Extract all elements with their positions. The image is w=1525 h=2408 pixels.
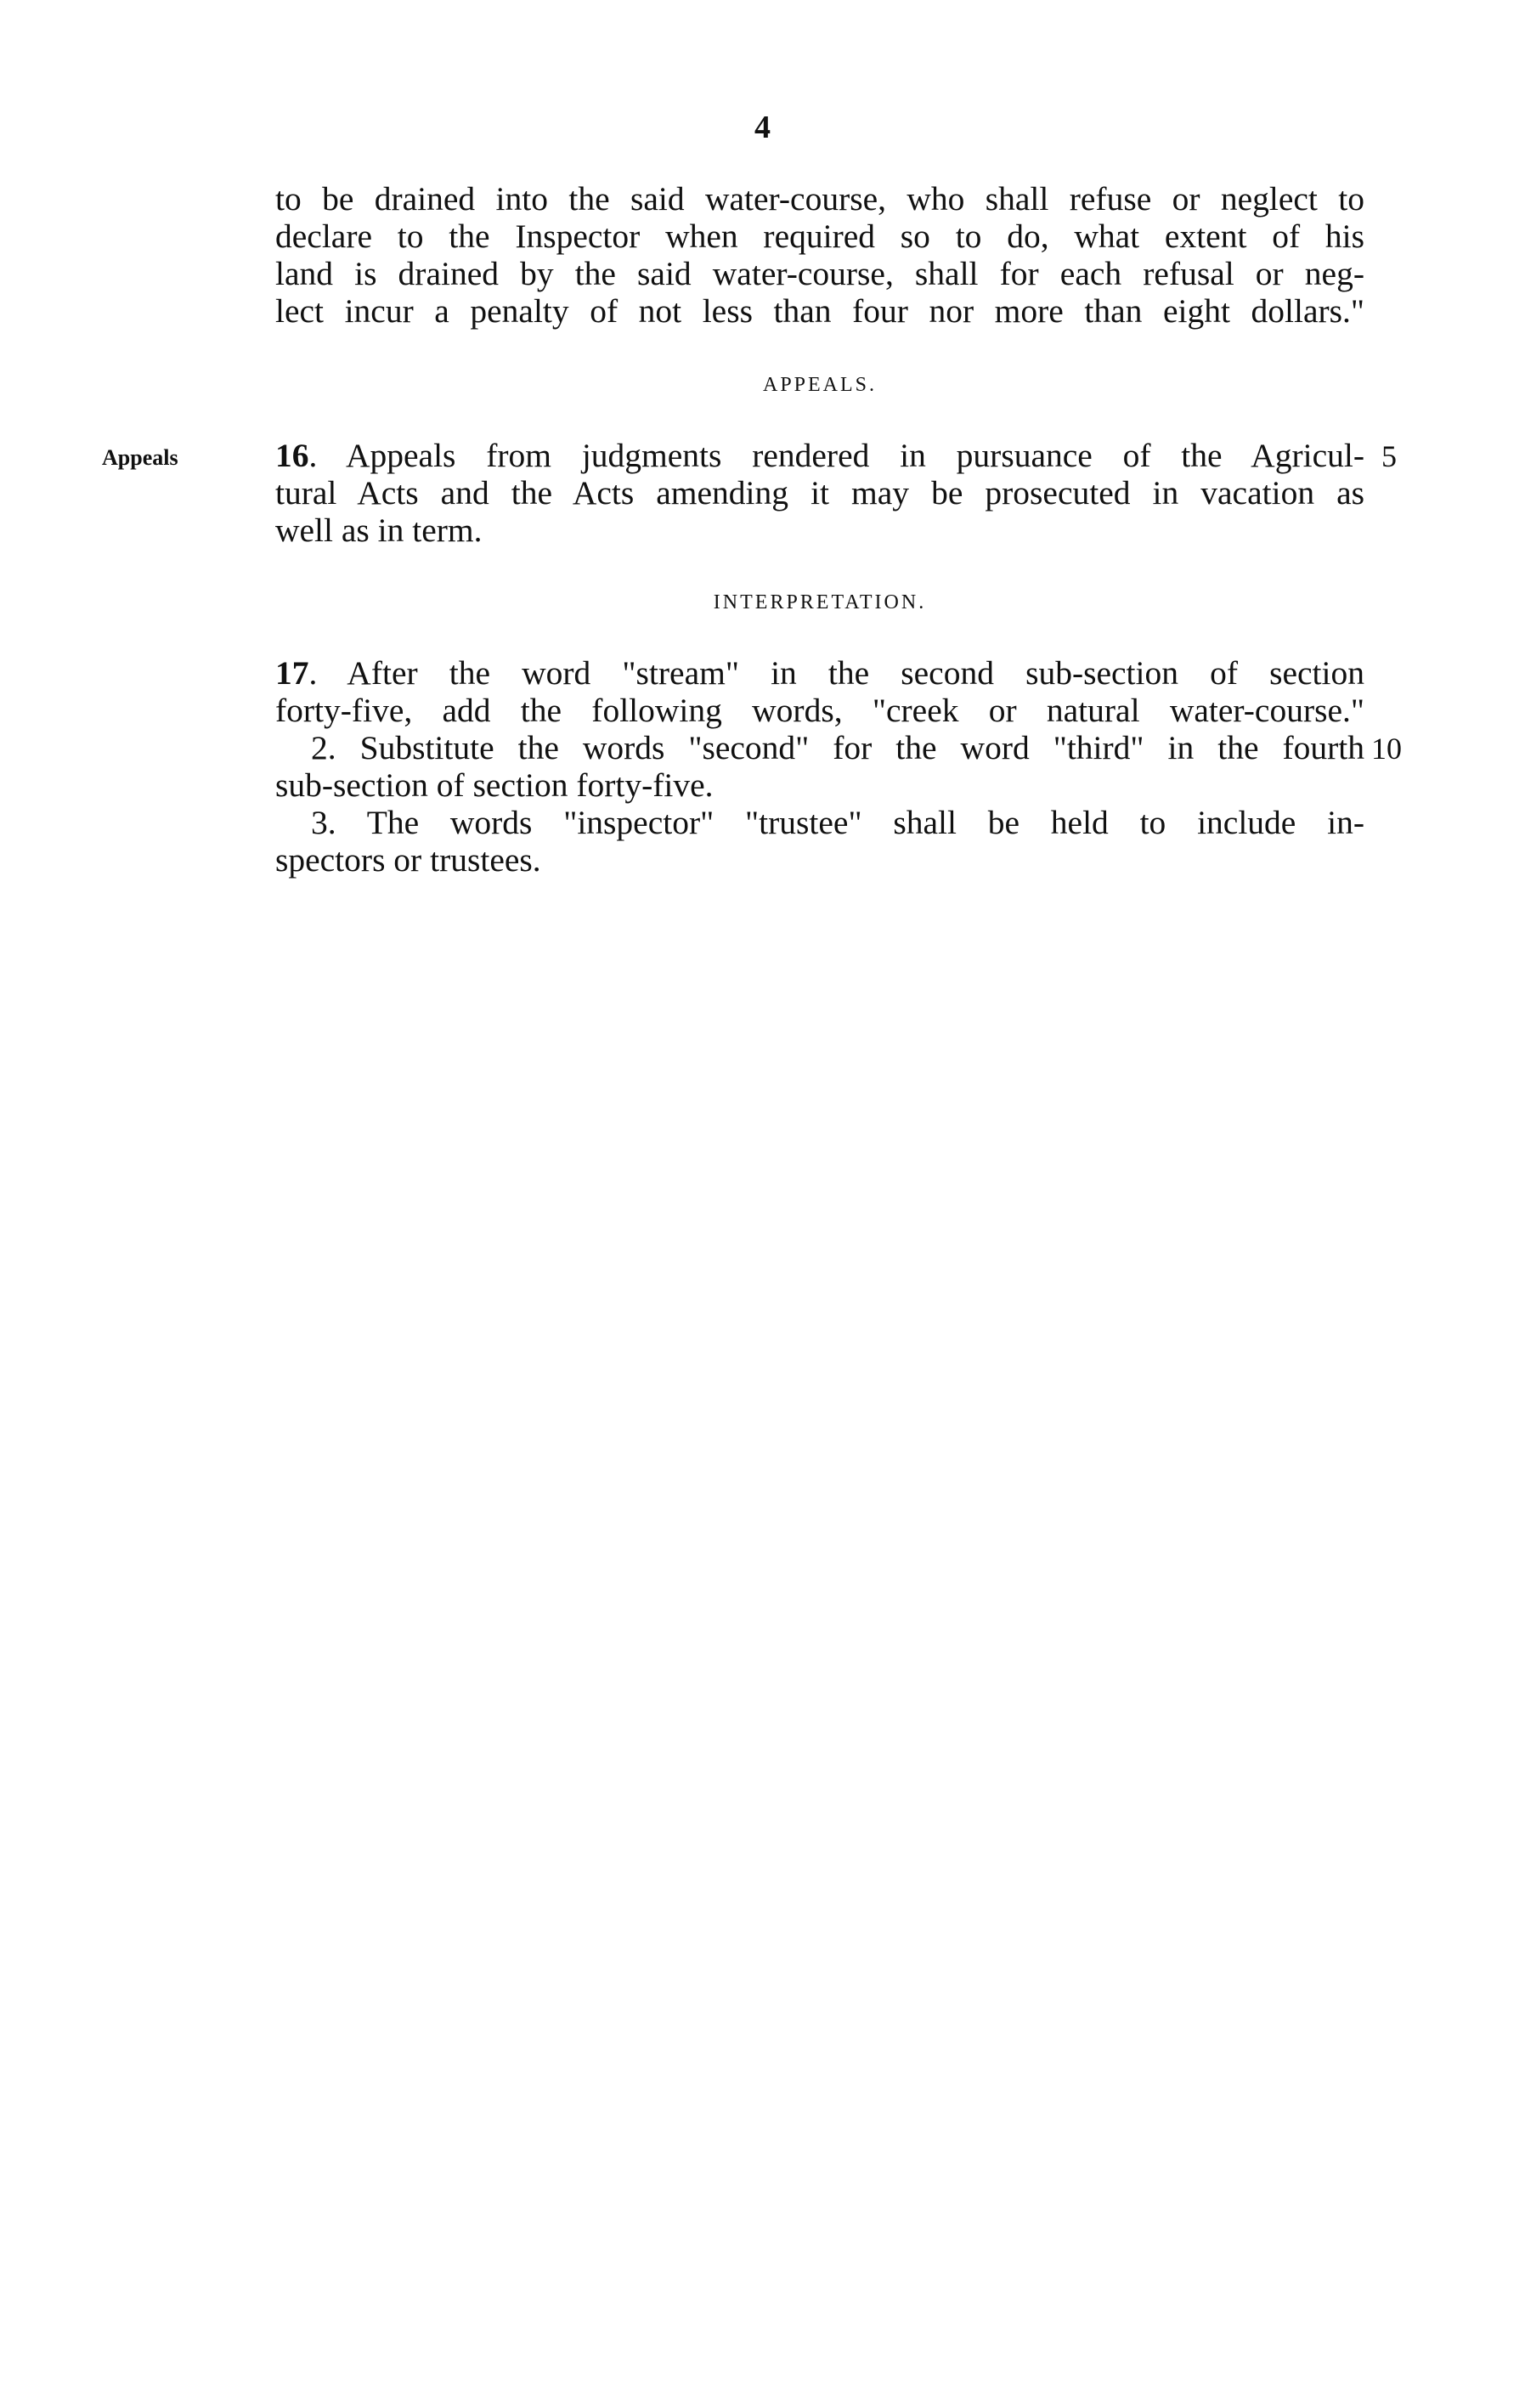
section-text: . Appeals from judgments rendered in pursuance of the Agricul- — [308, 437, 1364, 474]
section-17 — [275, 654, 1364, 879]
section-17-line-1 — [275, 654, 1364, 692]
opening-paragraph — [275, 180, 1364, 330]
subsection-3-line-1: 3. The words "inspector" "trustee" shall be held to include in- — [311, 804, 1364, 841]
line-number-10: 10 — [1371, 732, 1402, 766]
section-number: 16 — [275, 437, 309, 474]
section-16-line-3: well as in term. — [275, 512, 483, 549]
interpretation-heading: INTERPRETATION. — [713, 591, 927, 613]
section-17-line-2: forty-five, add the following words, "creek or natural water-course." — [275, 692, 1364, 729]
page-number: 4 — [754, 110, 771, 145]
section-16-line-2: tural Acts and the Acts amending it may be prosecuted in vacation as — [275, 474, 1364, 512]
section-number: 17 — [275, 654, 309, 692]
paragraph-line: declare to the Inspector when required so to do, what extent of his — [275, 218, 1364, 255]
section-16-line-1 — [275, 437, 1364, 474]
subsection-2-line-1: 2. Substitute the words "second" for the word "third" in the fourth — [311, 729, 1364, 766]
margin-note-appeals: Appeals — [102, 445, 178, 470]
paragraph-line: land is drained by the said water-course, shall for each refusal or neg- — [275, 255, 1364, 292]
section-16 — [275, 437, 1364, 549]
section-text: . After the word "stream" in the second sub-section of section — [308, 654, 1364, 692]
subsection-2-line-2: sub-section of section forty-five. — [275, 766, 714, 804]
line-number-5: 5 — [1381, 439, 1397, 473]
subsection-3-line-2: spectors or trustees. — [275, 841, 541, 879]
appeals-heading: APPEALS. — [762, 374, 878, 396]
paragraph-line: lect incur a penalty of not less than four nor more than eight dollars." — [275, 292, 1364, 330]
paragraph-line: to be drained into the said water-course, who shall refuse or neglect to — [275, 180, 1364, 218]
